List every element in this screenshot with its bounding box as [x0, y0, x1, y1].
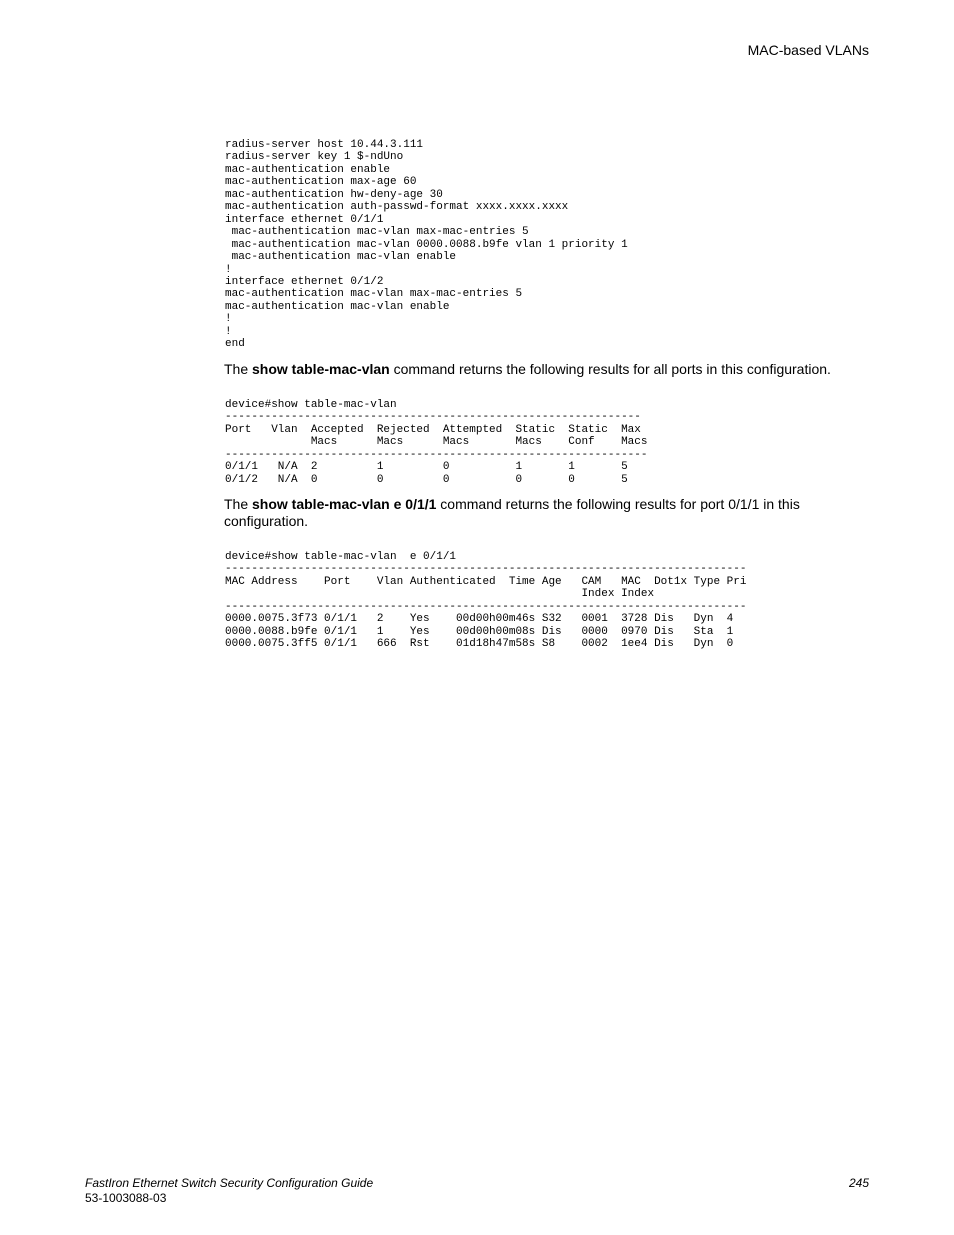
- paragraph-show-table-mac-vlan: [224, 361, 844, 378]
- paragraph-text: The: [224, 496, 253, 512]
- doc-number: 53-1003088-03: [85, 1191, 167, 1205]
- show-table-mac-vlan-port-output: device#show table-mac-vlan e 0/1/1 ------------------------------------------------------------------------------- MAC Address Port Vlan Authenticated Time Age CAM MAC Dot1x Type Pri Index Index ------------------------------------------------------------------------------- 0000.0075.3f73 0/1/1 2 Yes 00d00h00m46s S32 0001 3728 Dis Dyn 4 0000.0088.b9fe 0/1/1 1 Yes 00d00h00m08s Dis 0000 0970 Dis Sta 1 0000.0075.3ff5 0/1/1 666 Rst 01d18h47m58s S8 0002 1ee4 Dis Dyn 0: [225, 551, 747, 651]
- paragraph-text: command returns the following results for port 0/1/1 in this configuration.: [224, 496, 800, 529]
- paragraph-text: The: [224, 361, 253, 377]
- command-name: show table-mac-vlan: [252, 361, 390, 377]
- page-number: 245: [848, 1176, 869, 1190]
- config-code-block: radius-server host 10.44.3.111 radius-server key 1 $-ndUno mac-authentication enable mac-authentication max-age 60 mac-authentication hw-deny-age 30 mac-authentication auth-passwd-format xxxx.xxxx.xxxx interface ethernet 0/1/1 mac-authentication mac-vlan max-mac-entries 5 mac-authentication mac-vlan 0000.0088.b9fe vlan 1 priority 1 mac-authentication mac-vlan enable ! interface ethernet 0/1/2 mac-authentication mac-vlan max-mac-entries 5 mac-authentication mac-vlan enable ! ! end: [225, 139, 628, 351]
- command-name: show table-mac-vlan e 0/1/1: [252, 496, 437, 512]
- guide-title: FastIron Ethernet Switch Security Configuration Guide: [85, 1176, 374, 1190]
- show-table-mac-vlan-output: device#show table-mac-vlan --------------------------------------------------------------- Port Vlan Accepted Rejected Attempted Static Static Max Macs Macs Macs Macs Conf Macs ---------------------------------------------------------------- 0/1/1 N/A 2 1 0 1 1 5 0/1/2 N/A 0 0 0 0 0 5: [225, 399, 648, 486]
- footer-left: [85, 1176, 373, 1206]
- section-title: MAC-based VLANs: [747, 42, 869, 58]
- paragraph-show-table-mac-vlan-port: [224, 496, 844, 530]
- paragraph-text: command returns the following results for all ports in this configuration.: [389, 361, 831, 377]
